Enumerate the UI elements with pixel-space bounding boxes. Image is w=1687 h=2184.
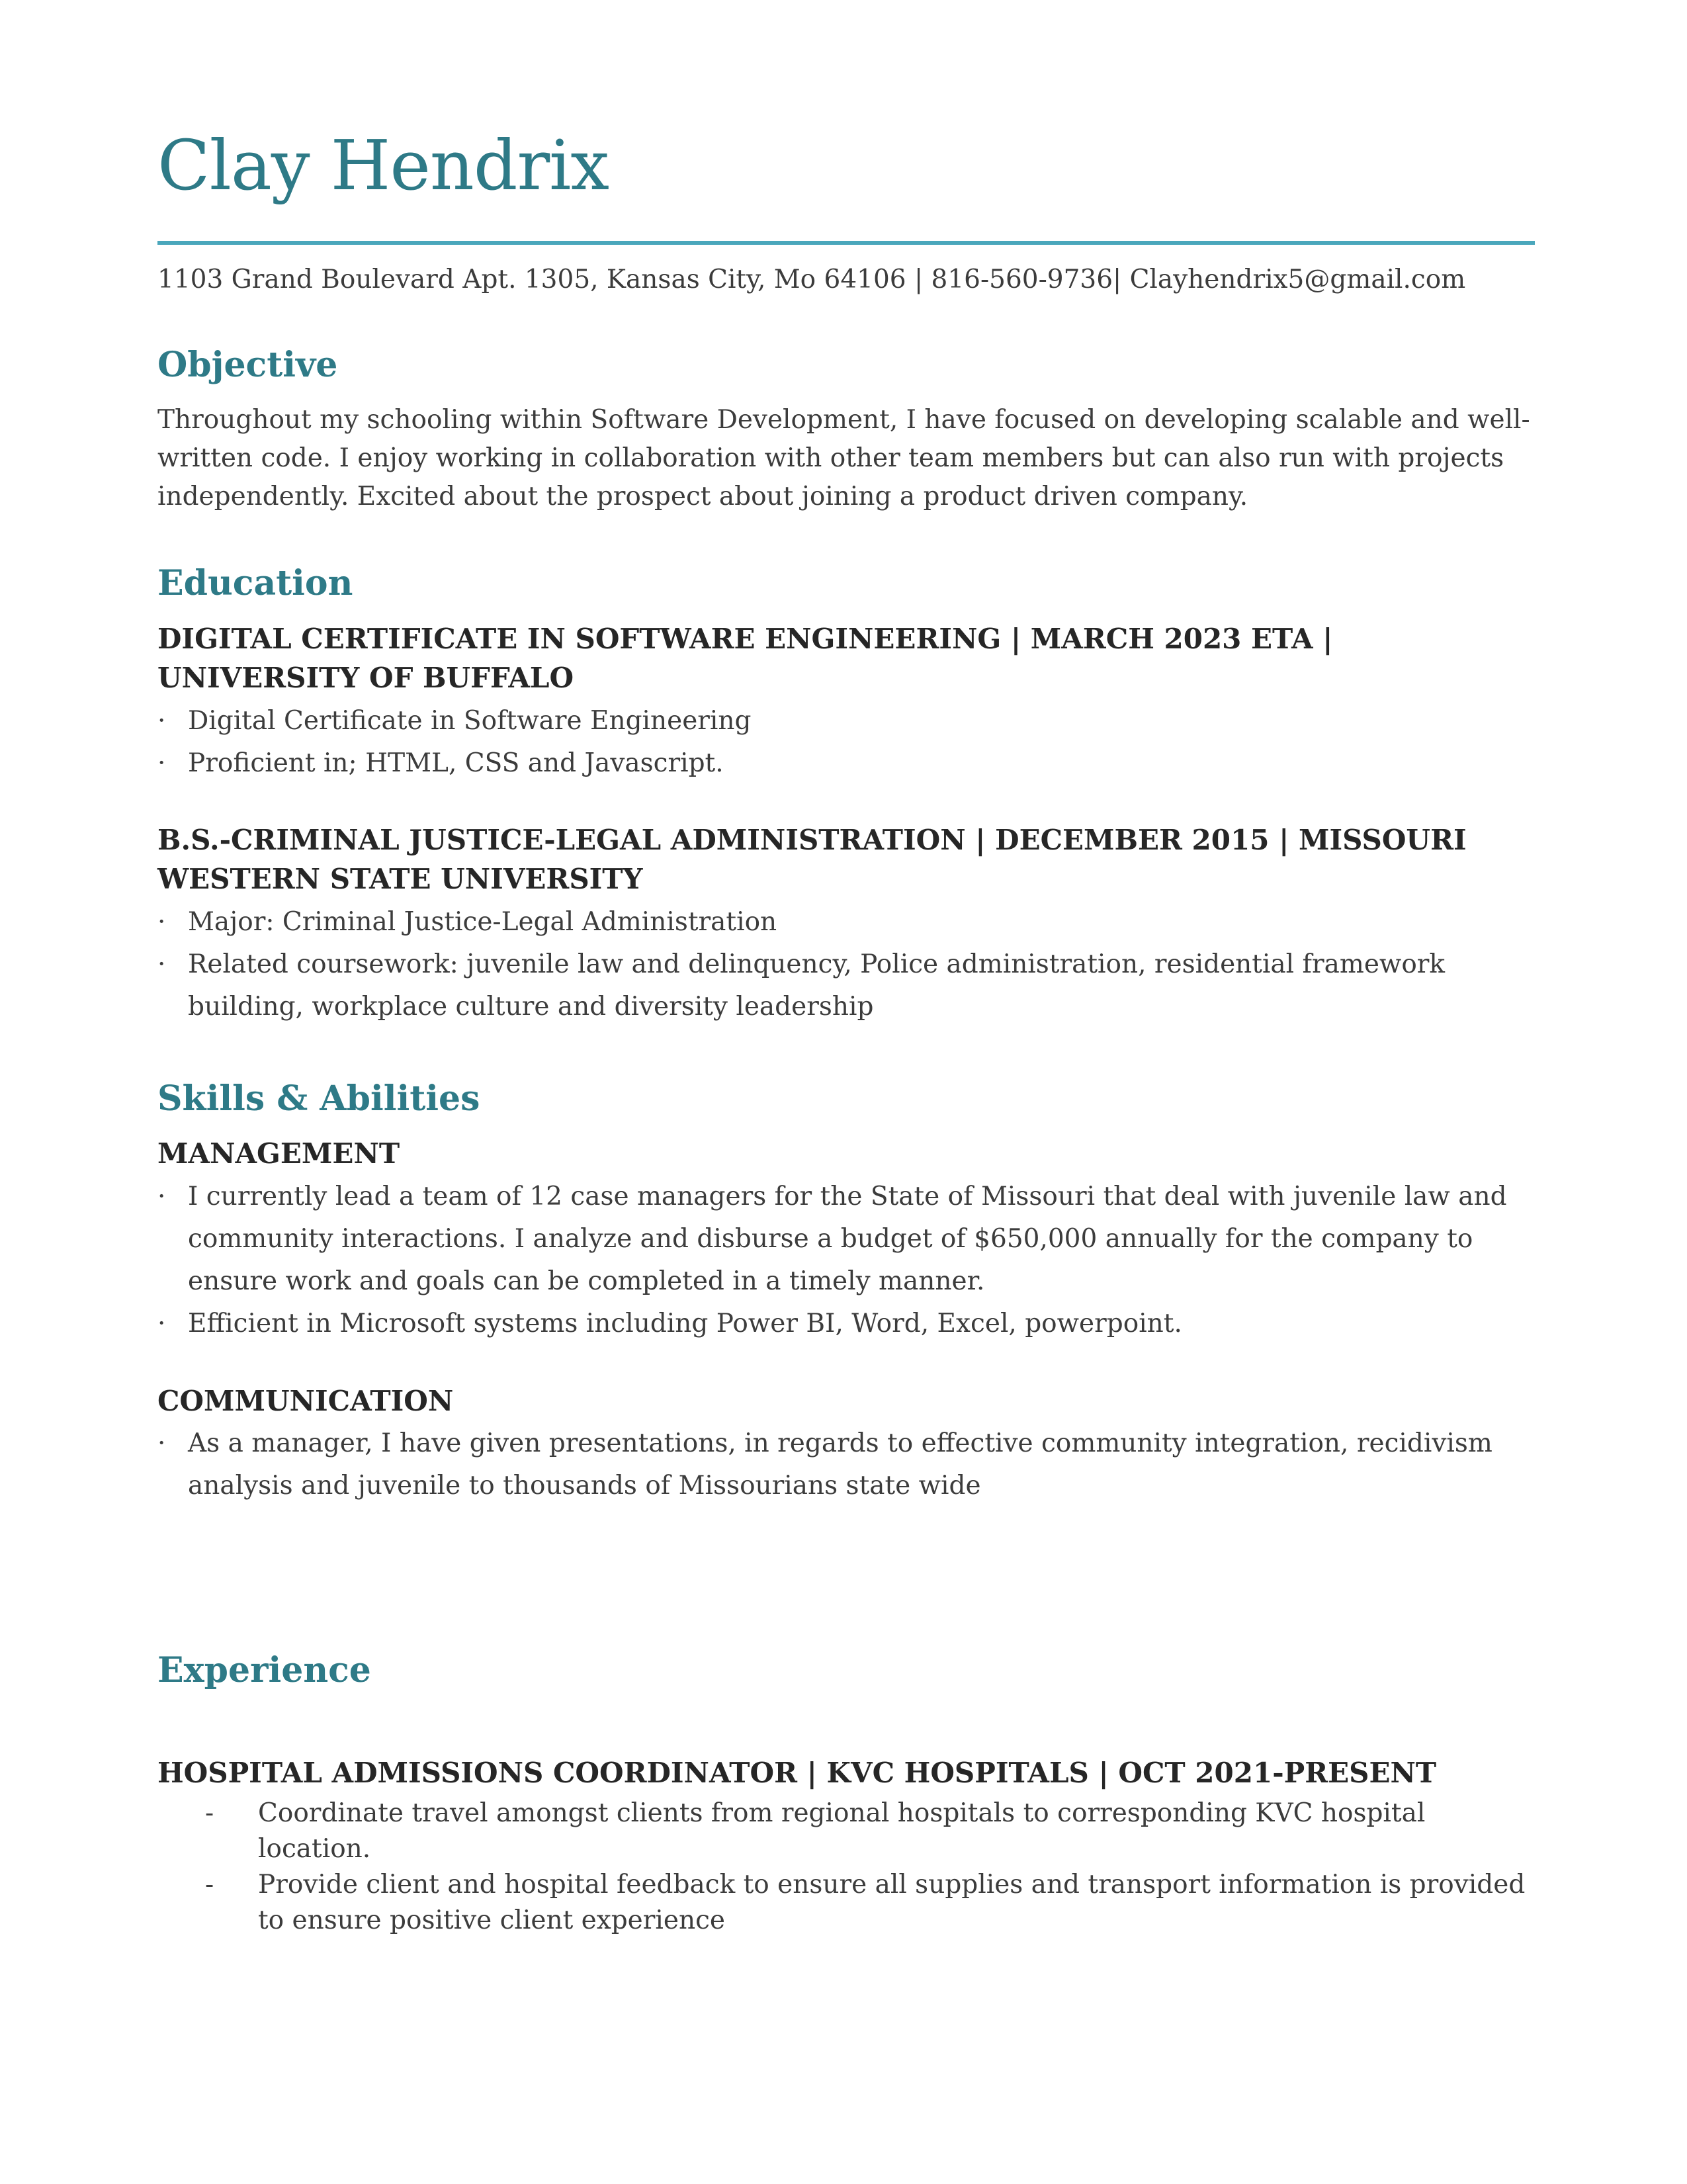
skill-group-title: MANAGEMENT	[157, 1137, 400, 1170]
list-item	[157, 700, 1540, 742]
dash-glyph: -	[205, 1798, 214, 1828]
education-entry-title: B.S.-CRIMINAL JUSTICE-LEGAL ADMINISTRATION | DECEMBER 2015 | MISSOURI WESTERN STATE UNIVERSITY	[157, 824, 1467, 895]
bullet-text: Digital Certificate in Software Engineering	[188, 706, 752, 736]
bullet-glyph: ·	[157, 748, 166, 778]
skill-group-title: COMMUNICATION	[157, 1385, 454, 1417]
list-item	[157, 1867, 1540, 1939]
education-entry-bullets	[157, 901, 1540, 1028]
objective-text: Throughout my schooling within Software Development, I have focused on developing scalable and well-written code. I enjoy working in collaboration with other team members but can also run with projects independently. Excited about the prospect about joining a product driven company.	[157, 405, 1530, 511]
list-item	[157, 1176, 1540, 1303]
skills-heading: Skills & Abilities	[157, 1078, 480, 1119]
bullet-glyph: ·	[157, 1182, 166, 1211]
bullet-glyph: ·	[157, 1309, 166, 1338]
candidate-name: Clay Hendrix	[157, 125, 609, 206]
header-divider	[157, 241, 1535, 245]
contact-line: 1103 Grand Boulevard Apt. 1305, Kansas City, Mo 64106 | 816-560-9736| Clayhendrix5@gmail.com	[157, 265, 1466, 294]
list-item	[157, 1796, 1540, 1867]
bullet-text: Major: Criminal Justice-Legal Administration	[188, 907, 777, 937]
list-item	[157, 1422, 1540, 1507]
list-item	[157, 742, 1540, 785]
experience-heading: Experience	[157, 1650, 371, 1690]
bullet-text: Related coursework: juvenile law and delinquency, Police administration, residential framework building, workplace culture and diversity leadership	[188, 949, 1446, 1022]
bullet-glyph: ·	[157, 949, 166, 979]
bullet-text: I currently lead a team of 12 case managers for the State of Missouri that deal with juvenile law and community interactions. I analyze and disburse a budget of $650,000 annually for the company to ensure work and goals can be completed in a timely manner.	[188, 1182, 1507, 1296]
list-item	[157, 943, 1540, 1028]
bullet-glyph: ·	[157, 706, 166, 736]
objective-heading: Objective	[157, 345, 338, 385]
bullet-text: Proficient in; HTML, CSS and Javascript.	[188, 748, 724, 778]
bullet-glyph: ·	[157, 1428, 166, 1458]
skill-group-bullets	[157, 1422, 1540, 1507]
education-entry-title: DIGITAL CERTIFICATE IN SOFTWARE ENGINEERING | MARCH 2023 ETA | UNIVERSITY OF BUFFALO	[157, 623, 1333, 694]
education-entry-bullets	[157, 700, 1540, 785]
dash-glyph: -	[205, 1870, 214, 1900]
bullet-glyph: ·	[157, 907, 166, 937]
bullet-text: Efficient in Microsoft systems including Power BI, Word, Excel, powerpoint.	[188, 1309, 1182, 1338]
bullet-text: As a manager, I have given presentations, in regards to effective community integration, recidivism analysis and juvenile to thousands of Missourians state wide	[188, 1428, 1492, 1501]
bullet-text: Provide client and hospital feedback to ensure all supplies and transport information is provided to ensure positive client experience	[258, 1870, 1526, 1935]
job-title: HOSPITAL ADMISSIONS COORDINATOR | KVC HOSPITALS | OCT 2021-PRESENT	[157, 1757, 1437, 1789]
list-item	[157, 1303, 1540, 1345]
education-heading: Education	[157, 563, 353, 603]
skill-group-bullets	[157, 1176, 1540, 1345]
job-bullets	[157, 1796, 1540, 1939]
bullet-text: Coordinate travel amongst clients from regional hospitals to corresponding KVC hospital location.	[258, 1798, 1426, 1864]
list-item	[157, 901, 1540, 943]
